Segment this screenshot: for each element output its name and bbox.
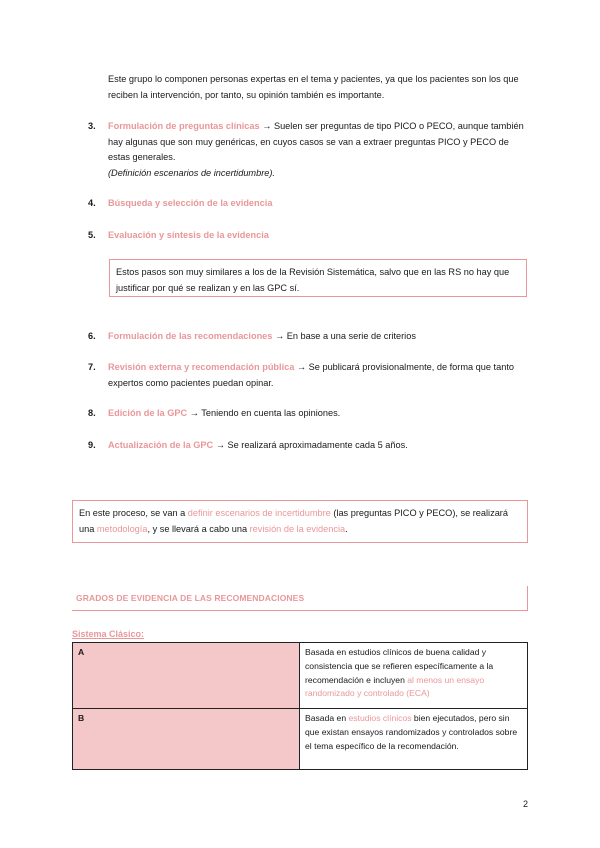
grade-cell: A xyxy=(73,643,300,709)
step-number: 4. xyxy=(88,198,96,208)
step-number: 5. xyxy=(88,230,96,240)
step-title: Formulación de preguntas clínicas xyxy=(108,121,260,131)
note-text: En este proceso, se van a xyxy=(79,508,188,518)
note-text: (las preguntas PICO y PECO), se realizará una xyxy=(79,508,508,534)
intro-paragraph: Este grupo lo componen personas expertas en el tema y pacientes, ya que los pacientes son los que reciben la intervención, por tanto, su opinión también es importante. xyxy=(108,74,519,100)
note-highlight: revisión de la evidencia xyxy=(249,523,346,534)
grade-description xyxy=(300,643,528,709)
arrow: → xyxy=(294,362,309,372)
step-title: Actualización de la GPC xyxy=(108,440,214,450)
desc-highlight: estudios clínicos xyxy=(348,713,412,723)
note-text: . xyxy=(345,523,348,534)
grade-cell: B xyxy=(73,709,300,770)
arrow: → xyxy=(272,331,287,341)
step-text: En base a una serie de criterios xyxy=(286,331,416,341)
note-highlight: metodología xyxy=(96,523,148,534)
step-number: 6. xyxy=(88,331,96,341)
desc-highlight: al menos un ensayo randomizado y controlado (ECA) xyxy=(305,674,485,699)
table-row xyxy=(73,709,528,770)
step-extra: (Definición escenarios de incertidumbre). xyxy=(108,167,275,178)
arrow: → xyxy=(187,408,202,418)
step-text: Teniendo en cuenta las opiniones. xyxy=(201,408,341,418)
note-text: , y se llevará a cabo una xyxy=(147,523,250,534)
step-title: Edición de la GPC xyxy=(108,408,188,418)
desc-text: Basada en xyxy=(305,713,349,723)
section-header-grados: GRADOS DE EVIDENCIA DE LAS RECOMENDACIONES xyxy=(72,586,528,611)
grade-description xyxy=(300,709,528,770)
step-number: 3. xyxy=(88,121,96,131)
note-highlight: definir escenarios de incertidumbre xyxy=(187,508,331,518)
arrow: → xyxy=(213,440,228,450)
step-text: Se realizará aproximadamente cada 5 años. xyxy=(227,440,408,450)
note-box-rs: Estos pasos son muy similares a los de la Revisión Sistemática, salvo que en las RS no hay que justificar por qué se realizan y en las GPC sí. xyxy=(109,259,527,297)
step-title: Formulación de las recomendaciones xyxy=(108,331,273,341)
step-number: 9. xyxy=(88,440,96,450)
step-title: Evaluación y síntesis de la evidencia xyxy=(108,230,269,240)
note-box-process xyxy=(72,500,528,543)
desc-text: Basada en estudios clínicos de buena calidad y consistencia que se refieren específicamente a la recomendación e incluyen xyxy=(305,647,494,685)
step-text: Se publicará provisionalmente, de forma que tanto expertos como pacientes puedan opinar. xyxy=(108,362,514,388)
step-text: Suelen ser preguntas de tipo PICO o PECO, aunque también hay algunas que son muy genéricas, en cuyos casos se van a extraer preguntas PICO y PECO de estas generales. xyxy=(108,121,524,162)
step-title: Revisión externa y recomendación pública xyxy=(108,362,295,372)
step-number: 7. xyxy=(88,362,96,372)
step-title: Búsqueda y selección de la evidencia xyxy=(108,198,273,208)
step-number: 8. xyxy=(88,408,96,418)
sistema-clasico-label: Sistema Clásico: xyxy=(72,629,145,639)
table-row xyxy=(73,643,528,709)
grades-table xyxy=(72,642,528,770)
desc-text: bien ejecutados, pero sin que existan ensayos randomizados y controlados sobre el tema específico de la recomendación. xyxy=(305,713,518,751)
arrow: → xyxy=(259,121,274,131)
page-number: 2 xyxy=(522,799,528,809)
